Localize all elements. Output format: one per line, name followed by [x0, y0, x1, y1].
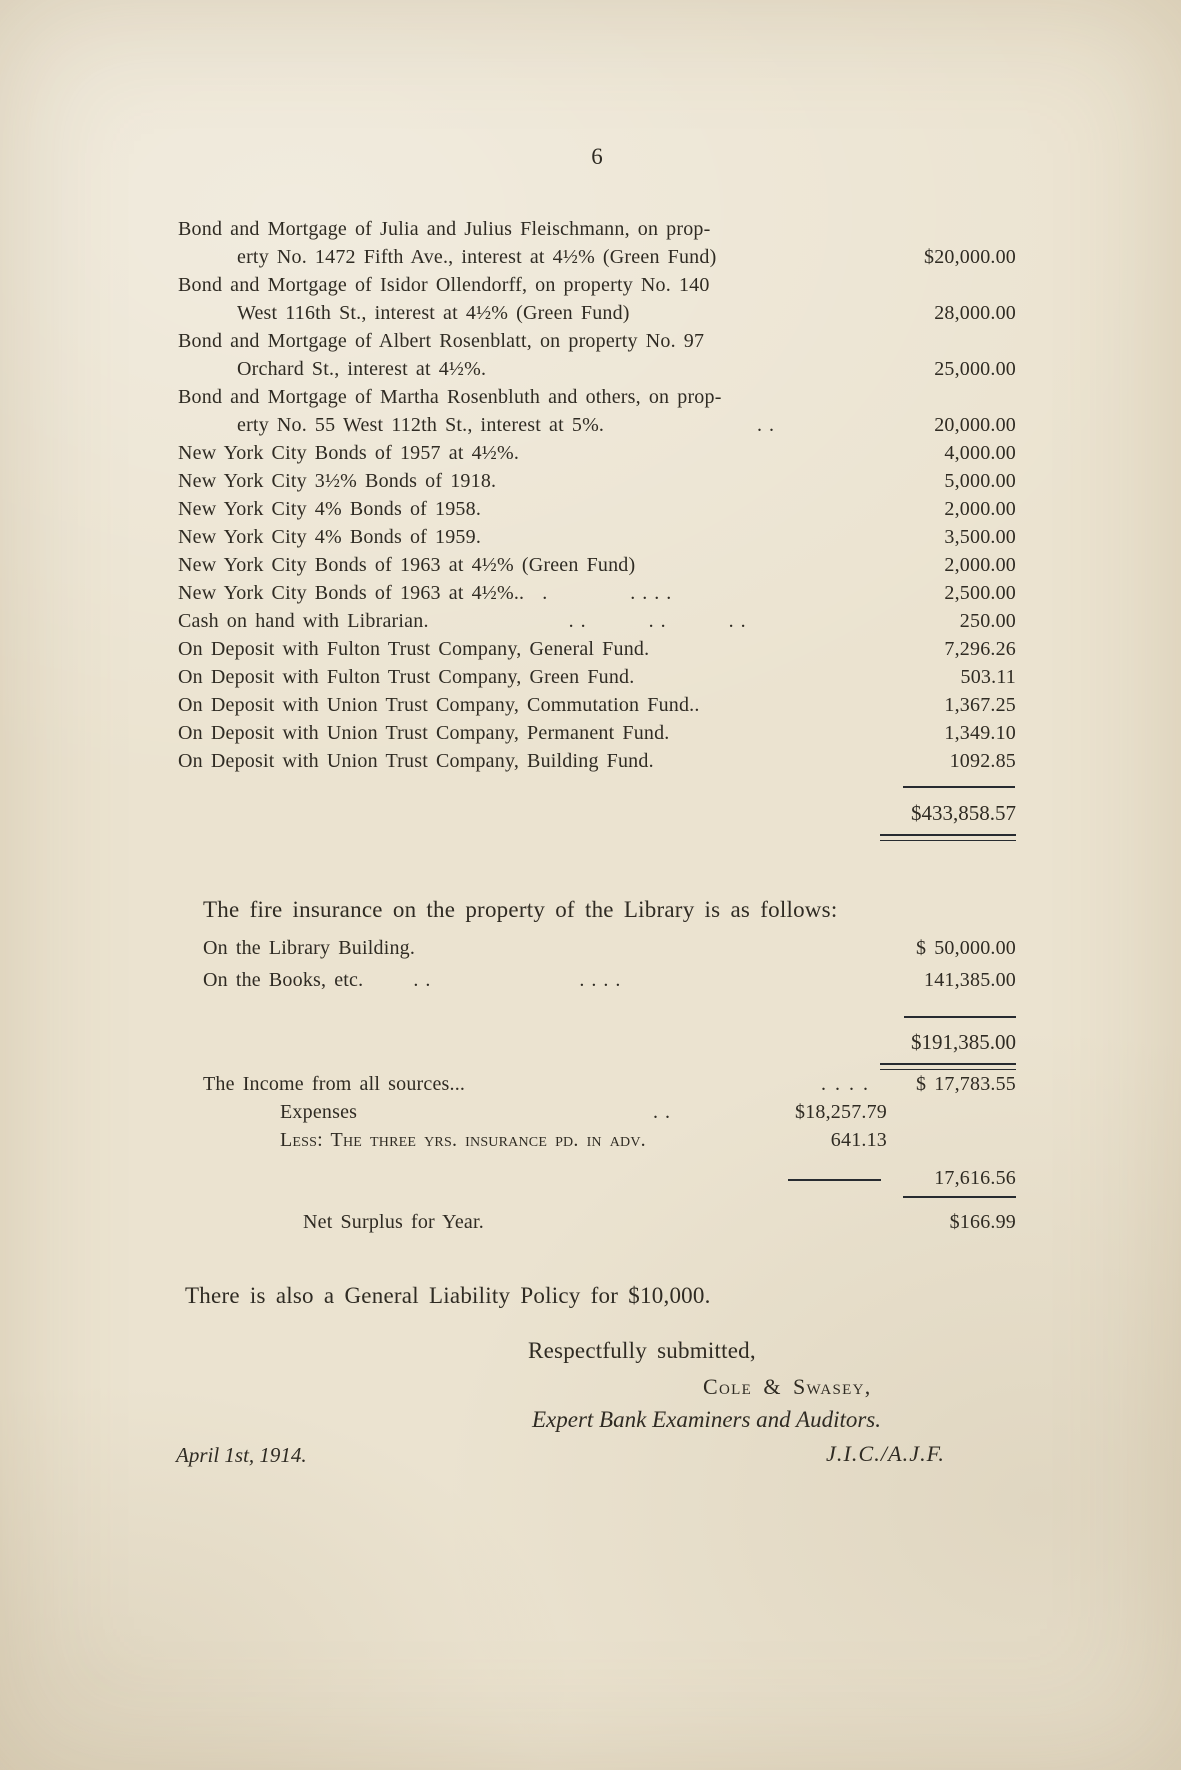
page-number: 6	[591, 144, 603, 169]
amount-cell: 28,000.00	[934, 302, 1016, 324]
expenses-subtotal-rule	[788, 1179, 881, 1181]
amount-cell: 503.11	[960, 666, 1016, 688]
amount-cell: 5,000.00	[944, 470, 1016, 492]
closing-firm-name: Cole & Swasey,	[703, 1374, 872, 1399]
amount-cell: 3,500.00	[944, 526, 1016, 548]
dot-leader: ..	[757, 414, 781, 436]
table-row	[178, 579, 1016, 607]
amount-cell: 1092.85	[949, 750, 1016, 772]
insurance-total-rule	[904, 1016, 1016, 1018]
table-row	[178, 719, 1016, 747]
amount-cell: 25,000.00	[934, 358, 1016, 380]
row-line2: West 116th St., interest at 4½% (Green Fund)	[237, 302, 630, 324]
amount-cell: 7,296.26	[944, 638, 1016, 660]
amount-cell: 20,000.00	[934, 414, 1016, 436]
table-row	[178, 932, 1016, 964]
table-row	[178, 523, 1016, 551]
row-label: New York City Bonds of 1963 at 4½% (Green Fund)	[178, 554, 636, 576]
table-row	[178, 663, 1016, 691]
amount-cell: 2,000.00	[944, 498, 1016, 520]
dot-leader: .. .. ..	[568, 610, 753, 632]
closing-initials: J.I.C./A.J.F.	[826, 1441, 945, 1466]
row-label: On Deposit with Union Trust Company, Building Fund.	[178, 750, 654, 772]
insurance-table	[178, 932, 1016, 996]
assets-total-rule	[903, 786, 1015, 788]
dot-leader: . ....	[542, 582, 679, 604]
row-line1: Bond and Mortgage of Martha Rosenbluth and others, on prop-	[178, 386, 722, 408]
insurance-total-amount: $191,385.00	[911, 1030, 1016, 1054]
row-line1: Bond and Mortgage of Julia and Julius Fleischmann, on prop-	[178, 218, 711, 240]
liability-note: There is also a General Liability Policy for $10,000.	[185, 1283, 711, 1308]
table-row	[178, 635, 1016, 663]
amount-cell: $ 50,000.00	[916, 937, 1016, 959]
row-label: New York City 4% Bonds of 1958.	[178, 498, 482, 520]
row-label: New York City 3½% Bonds of 1918.	[178, 470, 497, 492]
row-label: Less: The three yrs. insurance pd. in adv.	[280, 1129, 646, 1151]
assets-total-amount: $433,858.57	[911, 801, 1016, 825]
amount-cell: 141,385.00	[924, 969, 1016, 991]
row-label: On Deposit with Fulton Trust Company, Green Fund.	[178, 666, 635, 688]
amount-cell: $20,000.00	[924, 246, 1016, 268]
table-row	[178, 964, 1016, 996]
row-line2: erty No. 1472 Fifth Ave., interest at 4½% (Green Fund)	[237, 246, 717, 268]
amount-cell: 250.00	[959, 610, 1016, 632]
table-row	[178, 691, 1016, 719]
table-row	[178, 495, 1016, 523]
insurance-section-heading: The fire insurance on the property of the Library is as follows:	[203, 897, 838, 922]
table-row	[178, 607, 1016, 635]
table-row	[178, 271, 1016, 327]
row-label: Net Surplus for Year.	[303, 1211, 484, 1233]
assets-ledger-table	[178, 215, 1016, 775]
income-row	[178, 1070, 1016, 1098]
dot-leader: ....	[821, 1073, 877, 1095]
row-line1: Bond and Mortgage of Isidor Ollendorff, on property No. 140	[178, 274, 710, 296]
surplus-rule	[903, 1196, 1016, 1198]
assets-total-double-rule	[880, 834, 1016, 841]
insurance-total-double-rule	[880, 1063, 1016, 1070]
closing-date: April 1st, 1914.	[176, 1443, 307, 1467]
amount-cell: 1,349.10	[944, 722, 1016, 744]
row-label: New York City Bonds of 1963 at 4½%..	[178, 582, 525, 604]
net-surplus-row	[178, 1208, 1016, 1236]
row-label: Expenses	[280, 1101, 358, 1123]
amount-cell: $166.99	[949, 1211, 1016, 1233]
amount-cell: $18,257.79	[795, 1101, 887, 1123]
row-label: On the Books, etc.	[203, 969, 364, 991]
amount-cell: $ 17,783.55	[916, 1073, 1016, 1095]
closing-firm-title: Expert Bank Examiners and Auditors.	[532, 1407, 881, 1432]
row-label: On Deposit with Union Trust Company, Permanent Fund.	[178, 722, 670, 744]
table-row	[178, 439, 1016, 467]
net-expense-row	[178, 1164, 1016, 1192]
amount-cell: 2,000.00	[944, 554, 1016, 576]
row-line2: Orchard St., interest at 4½%.	[237, 358, 487, 380]
row-line2: erty No. 55 West 112th St., interest at 5%.	[237, 414, 605, 436]
table-row	[178, 383, 1016, 439]
table-row	[178, 551, 1016, 579]
row-label: On Deposit with Union Trust Company, Commutation Fund..	[178, 694, 700, 716]
less-insurance-row	[178, 1126, 1016, 1154]
amount-cell: 4,000.00	[944, 442, 1016, 464]
row-label: The Income from all sources...	[203, 1073, 466, 1095]
dot-leader: ..	[653, 1101, 677, 1123]
amount-cell: 2,500.00	[944, 582, 1016, 604]
row-label: Cash on hand with Librarian.	[178, 610, 429, 632]
table-row	[178, 215, 1016, 271]
amount-cell: 17,616.56	[934, 1167, 1016, 1189]
row-label: New York City Bonds of 1957 at 4½%.	[178, 442, 520, 464]
income-statement	[178, 1070, 1016, 1192]
expenses-row	[178, 1098, 1016, 1126]
amount-cell: 1,367.25	[944, 694, 1016, 716]
table-row	[178, 467, 1016, 495]
table-row	[178, 327, 1016, 383]
row-line1: Bond and Mortgage of Albert Rosenblatt, on property No. 97	[178, 330, 705, 352]
amount-cell: 641.13	[830, 1129, 887, 1151]
row-label: New York City 4% Bonds of 1959.	[178, 526, 482, 548]
closing-submitted: Respectfully submitted,	[528, 1338, 756, 1363]
row-label: On the Library Building.	[203, 937, 416, 959]
row-label: On Deposit with Fulton Trust Company, General Fund.	[178, 638, 650, 660]
table-row	[178, 747, 1016, 775]
dot-leader: .. ....	[413, 969, 628, 991]
